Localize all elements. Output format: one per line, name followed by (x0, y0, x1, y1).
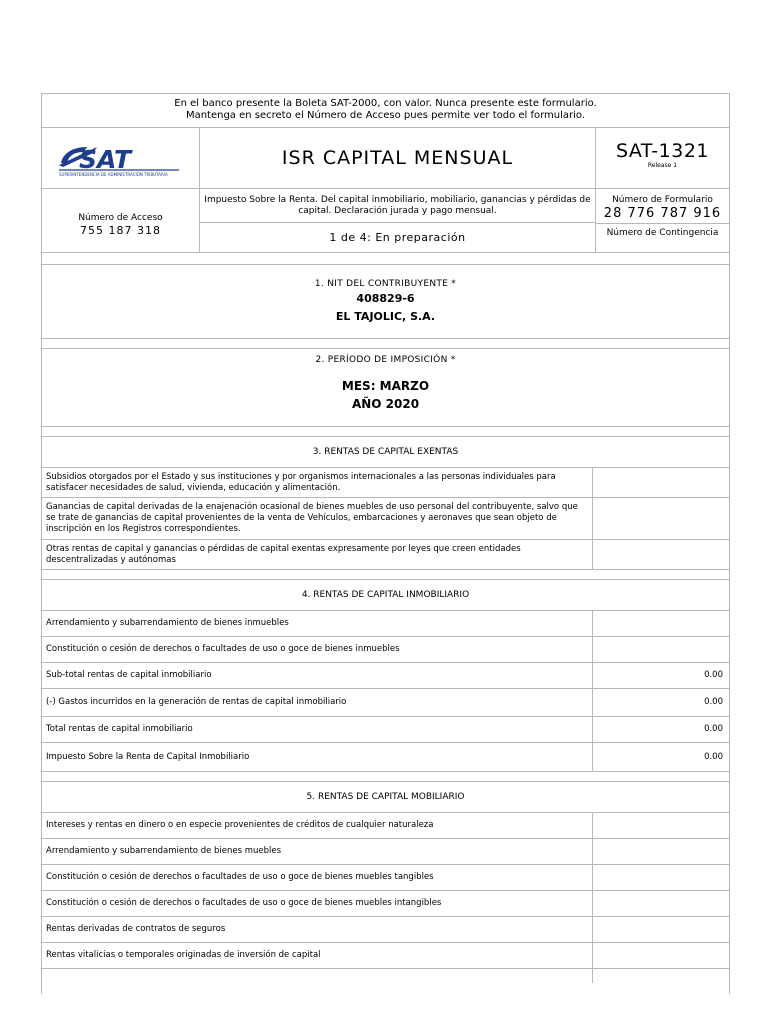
contingency-label: Número de Contingencia (596, 223, 729, 238)
table-row (42, 891, 729, 917)
row-value-input[interactable] (593, 611, 729, 636)
row-value-input[interactable] (593, 969, 729, 983)
logo-cell (42, 128, 200, 189)
row-label: (-) Gastos incurridos en la generación de rentas de capital inmobiliario (42, 689, 593, 716)
row-label: Constitución o cesión de derechos o facultades de uso o goce de bienes muebles tangibles (42, 865, 593, 890)
spacer (42, 772, 729, 782)
period-month: MES: MARZO (341, 379, 430, 393)
taxpayer-name: EL TAJOLIC, S.A. (335, 310, 436, 323)
form-number-value: 28 776 787 916 (603, 206, 722, 221)
row-value-input[interactable] (593, 839, 729, 864)
row-value-input[interactable] (593, 498, 729, 539)
row-value-input[interactable] (593, 468, 729, 497)
row-label: Impuesto Sobre la Renta de Capital Inmobiliario (42, 743, 593, 771)
row-label: Rentas vitalicias o temporales originadas de inversión de capital (42, 943, 593, 968)
nit-title: 1. NIT DEL CONTRIBUYENTE * (314, 279, 457, 289)
form-number-label: Número de Formulario (612, 195, 713, 205)
release-label: Release 1 (647, 162, 678, 169)
row-label: Arrendamiento y subarrendamiento de bienes inmuebles (42, 611, 593, 636)
row-value: 0.00 (704, 697, 723, 707)
row-label: Total rentas de capital inmobiliario (42, 717, 593, 742)
table-row (42, 813, 729, 839)
row-value: 0.00 (704, 751, 723, 762)
form-header (42, 128, 729, 253)
section-nit (42, 265, 729, 339)
period-year: AÑO 2020 (351, 397, 420, 411)
row-value-input[interactable] (593, 637, 729, 662)
row-value-input[interactable] (593, 813, 729, 838)
row-label: Otras rentas de capital y ganancias o pérdidas de capital exentas expresamente por leyes que creen entidades descentralizadas y autónomas (42, 540, 593, 569)
notice-line-2: Mantenga en secreto el Número de Acceso pues permite ver todo el formulario. (185, 110, 586, 121)
row-label: Constitución o cesión de derechos o facultades de uso o goce de bienes muebles intangibles (42, 891, 593, 916)
section-5-title: 5. RENTAS DE CAPITAL MOBILIARIO (42, 782, 729, 813)
spacer (42, 427, 729, 437)
row-value-input[interactable] (593, 943, 729, 968)
table-row (42, 663, 729, 689)
table-row (42, 498, 729, 540)
table-row (42, 637, 729, 663)
row-label (42, 969, 593, 983)
form-description: Impuesto Sobre la Renta. Del capital inmobiliario, mobiliario, ganancias y pérdidas de capital. Declaración jurada y pago mensual. (200, 189, 596, 223)
section-3-title: 3. RENTAS DE CAPITAL EXENTAS (42, 437, 729, 468)
row-value-input[interactable] (593, 865, 729, 890)
row-value-input[interactable] (593, 891, 729, 916)
sat-form (41, 93, 730, 994)
row-label: Subsidios otorgados por el Estado y sus instituciones y por organismos internacionales a las personas individuales para satisfacer necesidades de salud, vivienda, educación y alimentación. (42, 468, 593, 497)
svg-text:SAT: SAT (79, 145, 132, 174)
row-value: 0.00 (704, 724, 723, 734)
access-cell (42, 189, 200, 253)
table-row (42, 743, 729, 772)
form-code: SAT-1321 (615, 140, 709, 162)
section-period (42, 349, 729, 427)
notice (42, 94, 729, 128)
spacer (42, 570, 729, 580)
section-4-title: 4. RENTAS DE CAPITAL INMOBILIARIO (42, 580, 729, 611)
spacer (42, 339, 729, 349)
row-label: Intereses y rentas en dinero o en especie provenientes de créditos de cualquier naturaleza (42, 813, 593, 838)
nit-value: 408829-6 (356, 292, 415, 305)
row-label: Sub-total rentas de capital inmobiliario (42, 663, 593, 688)
spacer (42, 253, 729, 265)
row-label: Rentas derivadas de contratos de seguros (42, 917, 593, 942)
sat-logo (57, 141, 182, 177)
period-title: 2. PERÍODO DE IMPOSICIÓN * (315, 355, 456, 365)
table-row (42, 839, 729, 865)
table-row (42, 689, 729, 717)
table-row (42, 865, 729, 891)
row-value-input[interactable] (593, 540, 729, 569)
table-row (42, 717, 729, 743)
access-value: 755 187 318 (80, 224, 161, 237)
form-number-cell (596, 189, 729, 253)
form-title: ISR CAPITAL MENSUAL (200, 128, 596, 189)
table-row (42, 943, 729, 969)
row-label: Ganancias de capital derivadas de la enajenación ocasional de bienes muebles de uso personal del contribuyente, salvo que se trate de ganancias de capital provenientes de la venta de Vehículos, embarcaciones y aeronaves que sean objeto de inscripción en los Registros correspondientes. (42, 498, 593, 539)
notice-line-1: En el banco presente la Boleta SAT-2000, con valor. Nunca presente este formulario. (174, 98, 597, 109)
table-row (42, 969, 729, 983)
row-label: Arrendamiento y subarrendamiento de bienes muebles (42, 839, 593, 864)
table-row (42, 611, 729, 637)
table-row (42, 540, 729, 570)
access-label: Número de Acceso (78, 213, 163, 223)
table-row (42, 917, 729, 943)
table-row (42, 468, 729, 498)
row-value: 0.00 (704, 670, 723, 680)
form-status: 1 de 4: En preparación (200, 223, 596, 253)
form-code-cell (596, 128, 729, 189)
row-label: Constitución o cesión de derechos o facultades de uso o goce de bienes inmuebles (42, 637, 593, 662)
row-value-input[interactable] (593, 917, 729, 942)
logo-subtitle: SUPERINTENDENCIA DE ADMINISTRACIÓN TRIBUTARIA (59, 172, 168, 177)
